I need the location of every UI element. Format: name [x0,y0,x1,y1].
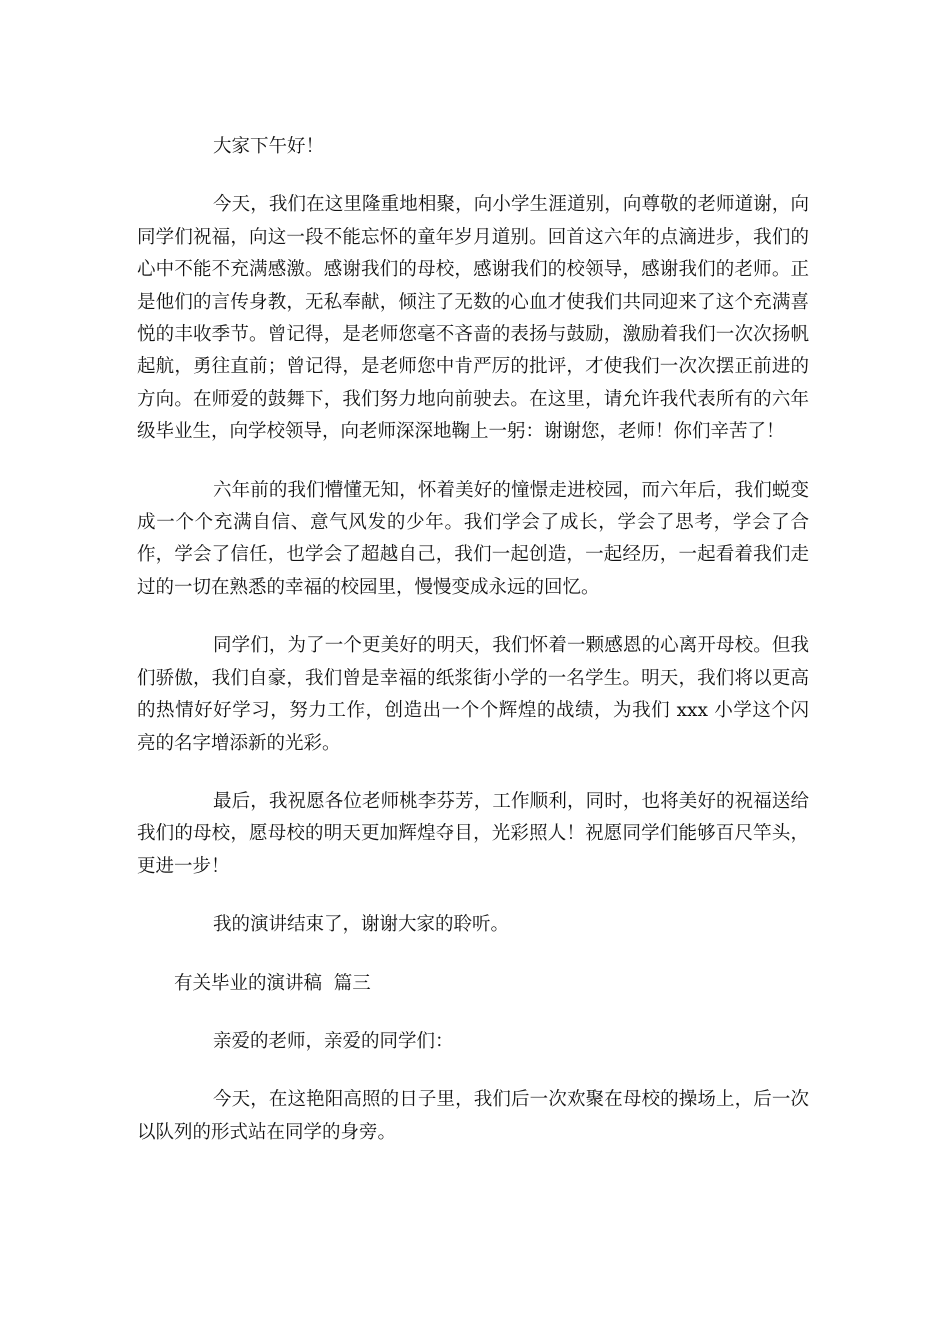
body-paragraph: 今天，在这艳阳高照的日子里，我们后一次欢聚在母校的操场上，后一次以队列的形式站在同学的身旁。 [137,1089,809,1143]
closing-paragraph: 我的演讲结束了，谢谢大家的聆听。 [213,914,510,936]
body-paragraph: 六年前的我们懵懂无知，怀着美好的憧憬走进校园，而六年后，我们蜕变成一个个充满自信、意气风发的少年。我们学会了成长，学会了思考，学会了合作，学会了信任，也学会了超越自己，我们一起创造，一起经历，一起看着我们走过的一切在熟悉的幸福的校园里，慢慢变成永远的回忆。 [137,479,809,598]
section-heading: 有关毕业的演讲稿 篇三 [174,972,371,994]
body-paragraph: 今天，我们在这里隆重地相聚，向小学生涯道别，向尊敬的老师道谢，向同学们祝福，向这一段不能忘怀的童年岁月道别。回首这六年的点滴进步，我们的心中不能不充满感激。感谢我们的母校，感谢我们的校领导，感谢我们的老师。正是他们的言传身教，无私奉献，倾注了无数的心血才使我们共同迎来了这个充满喜悦的丰收季节。曾记得，是老师您毫不吝啬的表扬与鼓励，激励着我们一次次扬帆起航，勇往直前；曾记得，是老师您中肯严厉的批评，才使我们一次次摆正前进的方向。在师爱的鼓舞下，我们努力地向前驶去。在这里，请允许我代表所有的六年级毕业生，向学校领导，向老师深深地鞠上一躬：谢谢您，老师！你们辛苦了！ [137,194,809,443]
document-body [137,131,809,1175]
greeting-paragraph: 大家下午好！ [213,136,325,157]
body-paragraph: 最后，我祝愿各位老师桃李芬芳，工作顺利，同时，也将美好的祝福送给我们的母校，愿母校的明天更加辉煌夺目，光彩照人！祝愿同学们能够百尺竿头，更进一步！ [137,790,809,877]
body-paragraph: 同学们，为了一个更美好的明天，我们怀着一颗感恩的心离开母校。但我们骄傲，我们自豪，我们曾是幸福的纸浆街小学的一名学生。明天，我们将以更高的热情好好学习，努力工作，创造出一个个辉煌的战绩，为我们 xxx 小学这个闪亮的名字增添新的光彩。 [137,635,809,754]
salutation-paragraph: 亲爱的老师，亲爱的同学们： [213,1030,454,1052]
